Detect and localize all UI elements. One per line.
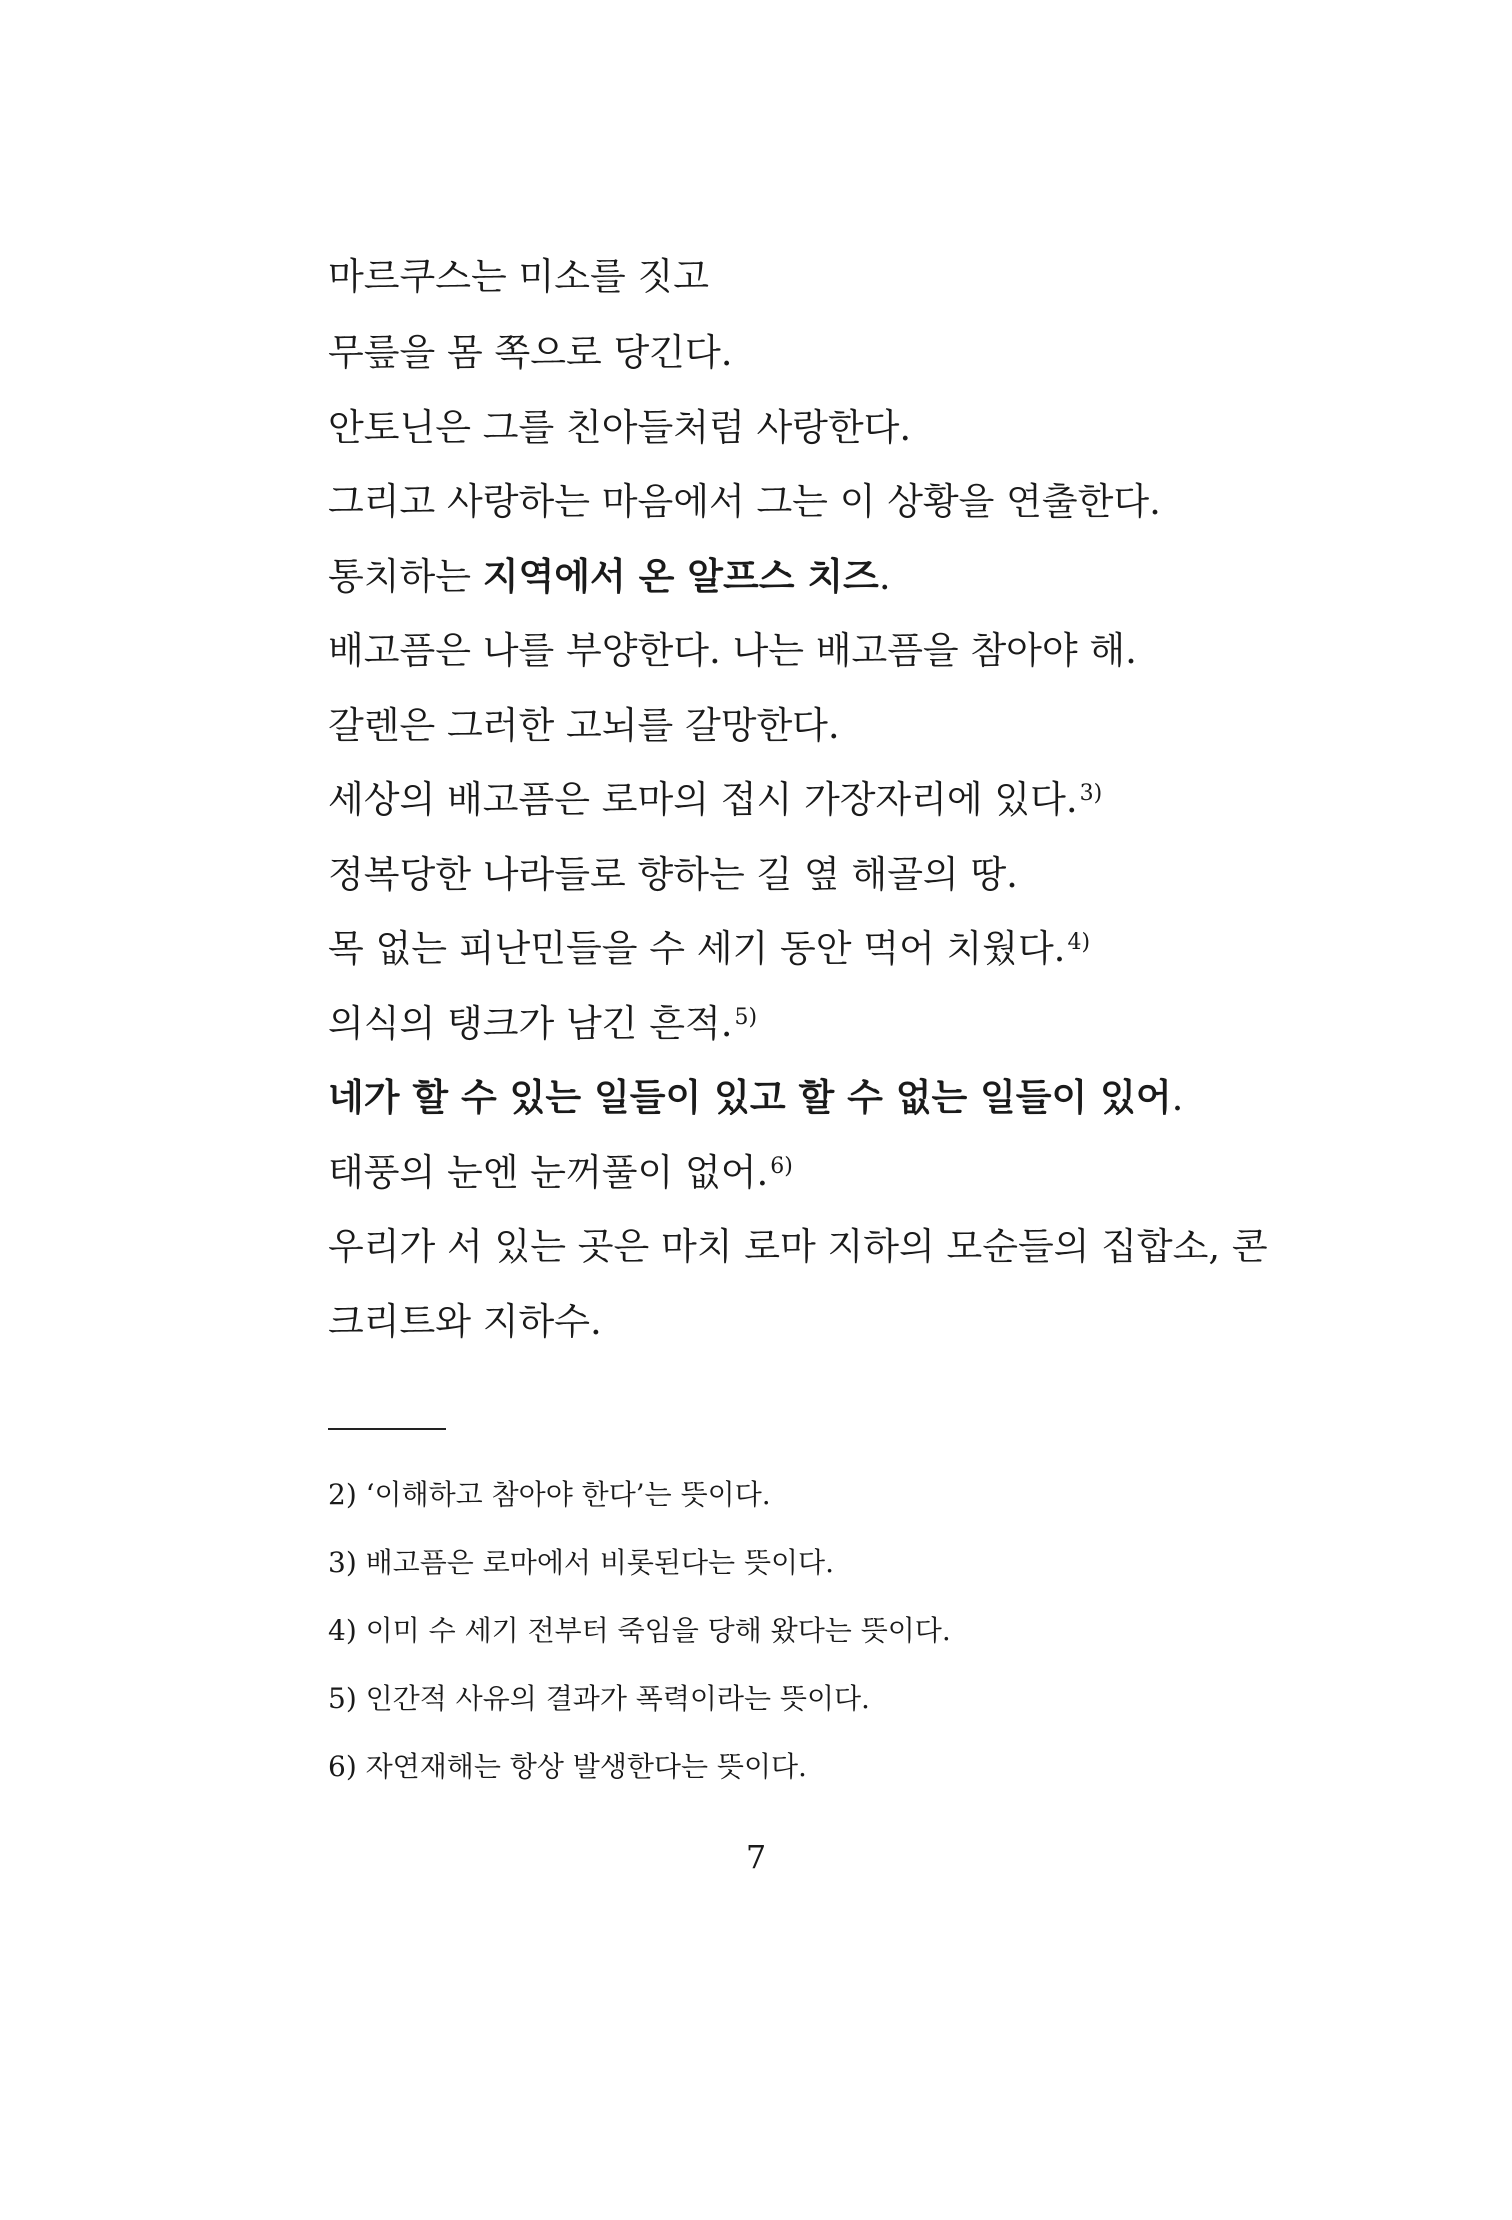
body-text: . [1171,1076,1184,1119]
body-line: 무릎을 몸 쪽으로 당긴다. [328,331,733,374]
body-line: 마르쿠스는 미소를 짓고 [328,255,709,298]
body-line [328,1002,758,1045]
body-line [328,927,1091,970]
footnote: 3) 배고픔은 로마에서 비롯된다는 뜻이다. [328,1546,835,1579]
body-line [328,1076,1184,1119]
body-text: 통치하는 [328,555,483,598]
body-line: 우리가 서 있는 곳은 마치 로마 지하의 모순들의 집합소, 콘 [328,1225,1268,1268]
body-text: . [878,555,891,598]
footnote: 2) ‘이해하고 참아야 한다’는 뜻이다. [328,1478,771,1511]
body-text: 세상의 배고픔은 로마의 접시 가장자리에 있다. [328,778,1078,821]
body-line: 배고픔은 나를 부양한다. 나는 배고픔을 참아야 해. [328,629,1137,672]
footnote-divider [328,1428,446,1430]
body-text: 의식의 탱크가 남긴 흔적. [328,1002,733,1045]
footnote: 6) 자연재해는 항상 발생한다는 뜻이다. [328,1750,807,1783]
footnote-marker: 4) [1067,929,1091,955]
footnote: 4) 이미 수 세기 전부터 죽임을 당해 왔다는 뜻이다. [328,1614,951,1647]
body-line [328,1151,793,1194]
body-line: 갈렌은 그러한 고뇌를 갈망한다. [328,704,840,747]
body-text: 목 없는 피난민들을 수 세기 동안 먹어 치웠다. [328,927,1066,970]
footnote-marker: 6) [770,1153,793,1179]
body-text-bold: 지역에서 온 알프스 치즈 [482,555,879,598]
footnote-marker: 3) [1079,780,1103,806]
body-line: 안토닌은 그를 친아들처럼 사랑한다. [328,406,912,449]
body-text-bold: 네가 할 수 있는 일들이 있고 할 수 없는 일들이 있어 [328,1076,1172,1119]
body-line: 정복당한 나라들로 향하는 길 옆 해골의 땅. [328,853,1018,896]
body-line: 크리트와 지하수. [328,1300,602,1343]
body-line [328,555,891,598]
footnote: 5) 인간적 사유의 결과가 폭력이라는 뜻이다. [328,1682,870,1715]
footnote-marker: 5) [734,1004,758,1030]
body-line [328,778,1103,821]
body-line: 그리고 사랑하는 마음에서 그는 이 상황을 연출한다. [328,480,1161,523]
body-text: 태풍의 눈엔 눈꺼풀이 없어. [328,1151,769,1194]
page-number: 7 [745,1838,767,1876]
